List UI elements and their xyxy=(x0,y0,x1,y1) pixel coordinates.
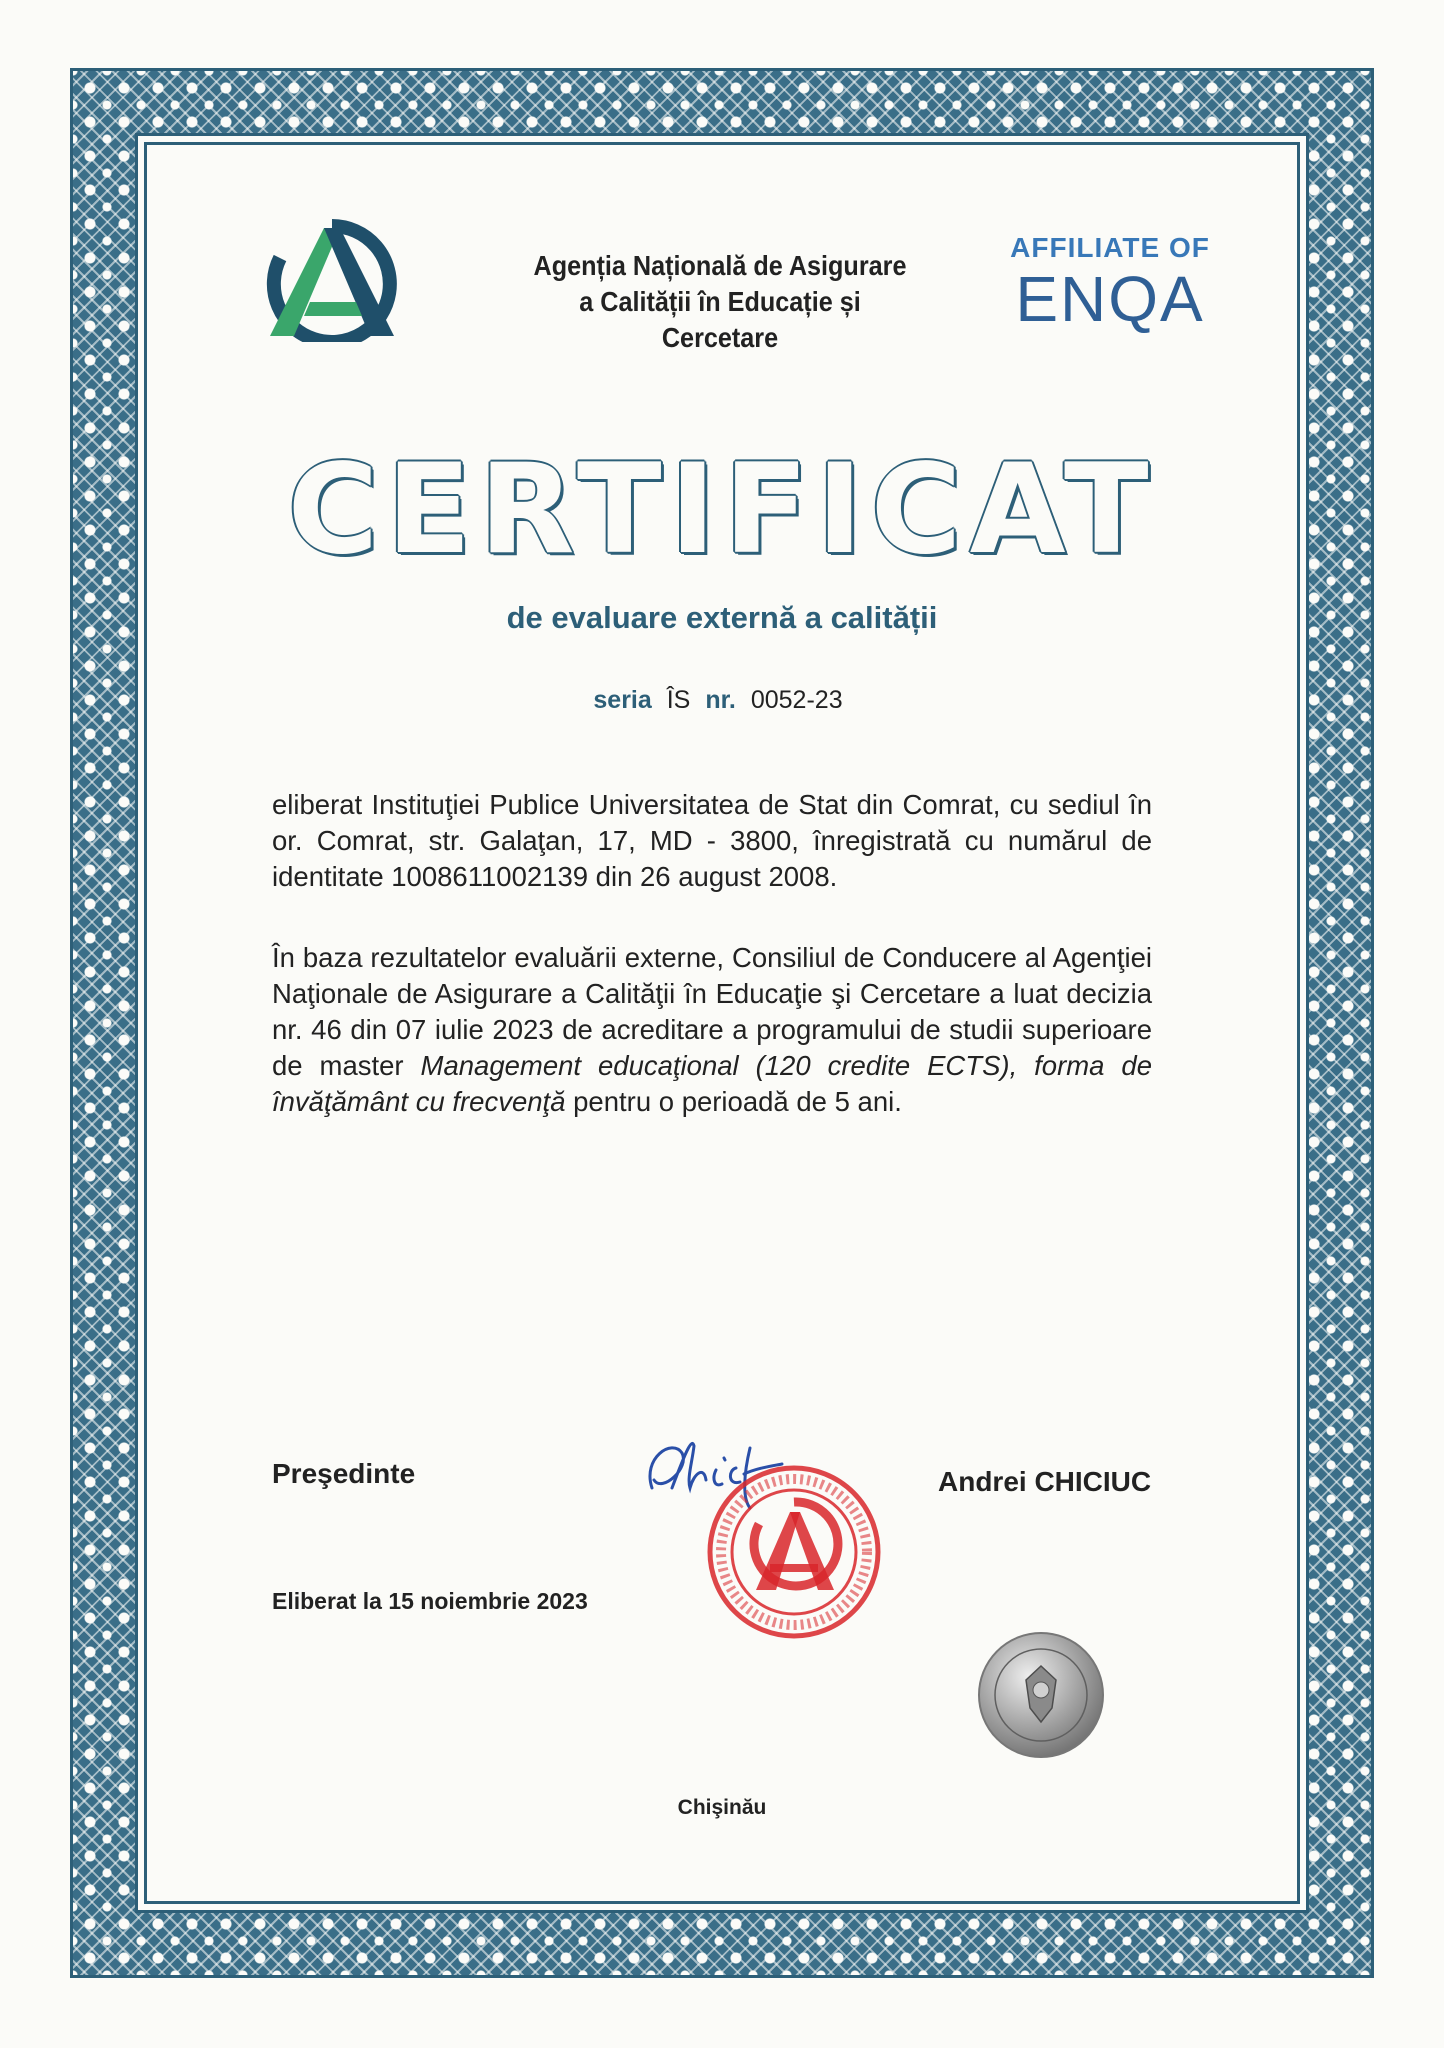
certificate-subtitle: de evaluare externă a calității xyxy=(506,600,938,635)
decision-text-2: pentru o perioadă de 5 ani. xyxy=(565,1086,902,1117)
hologram-seal-icon xyxy=(976,1630,1106,1760)
signatory-name: Andrei CHICIUC xyxy=(938,1466,1152,1497)
issued-to-paragraph: eliberat Instituţiei Publice Universitatea de Stat din Comrat, cu sediul în or. Comrat, str. Galaţan, 17, MD - 3800, înregistrată cu numărul de identitate 1008611002139 din 26 august 2008. xyxy=(272,789,1152,892)
series-value: ÎS xyxy=(666,686,691,714)
issue-date: Eliberat la 15 noiembrie 2023 xyxy=(272,1588,588,1614)
decision-paragraph xyxy=(272,940,1152,1120)
enqa-affiliate-label: AFFILIATE OF xyxy=(1010,232,1210,263)
number-label: nr. xyxy=(705,686,736,714)
program-name: Management educaţional (120 credite ECTS), forma de învăţământ cu frecvenţă xyxy=(272,1050,1152,1117)
official-stamp-icon xyxy=(704,1462,884,1642)
decision-text-1: În baza rezultatelor evaluării externe, Consiliul de Conducere al Agenţiei Naţionale de Asigurare a Calităţii în Educaţie şi Cercetare a luat decizia nr. 46 din 07 iulie 2023 de acreditare a programului de studii superioare de master xyxy=(272,942,1152,1081)
certificate-title: CERTIFICAT xyxy=(287,438,1157,582)
series-number xyxy=(150,686,1294,715)
anacec-logo-icon xyxy=(262,218,402,342)
signatory-title: Preşedinte xyxy=(272,1458,416,1489)
agency-line-1: Agenția Națională de Asigurare xyxy=(533,250,907,281)
series-label: seria xyxy=(593,686,652,714)
enqa-wordmark: ENQA xyxy=(1015,263,1205,335)
number-value: 0052-23 xyxy=(750,686,843,714)
issue-city: Chişinău xyxy=(677,1796,767,1819)
enqa-logo xyxy=(990,232,1230,334)
agency-name xyxy=(522,248,918,356)
agency-line-2: a Calității în Educație și Cercetare xyxy=(579,286,861,353)
